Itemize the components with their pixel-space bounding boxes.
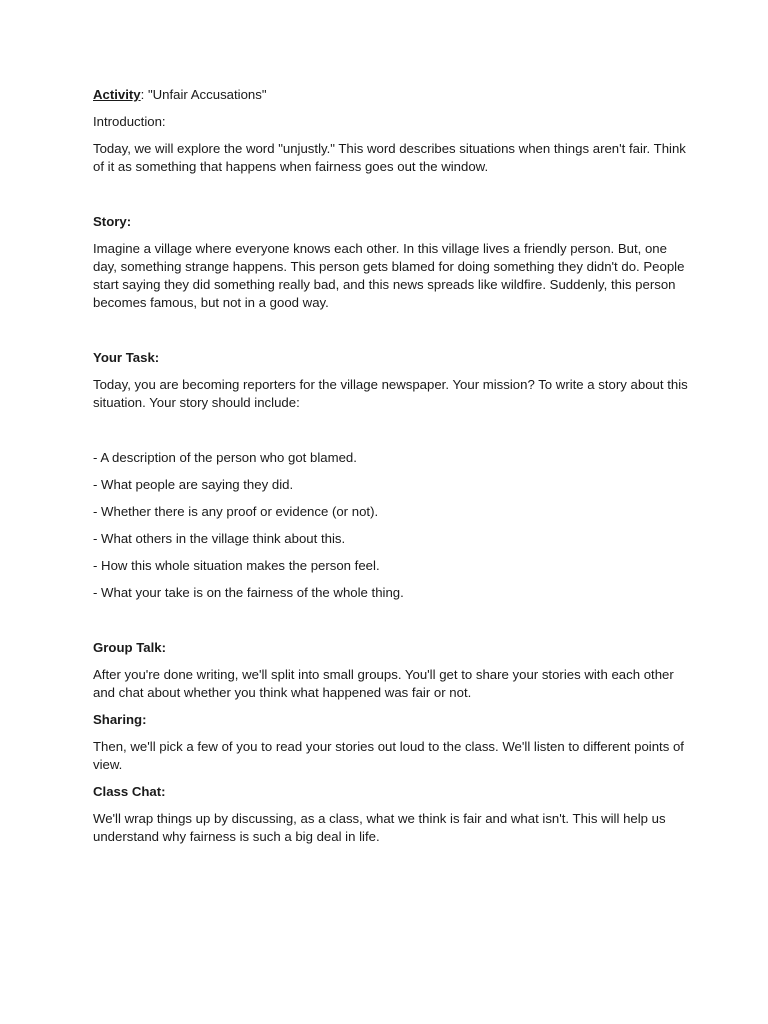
activity-separator: : [140,87,148,102]
story-text: Imagine a village where everyone knows each other. In this village lives a friendly person. But, one day, something strange happens. This person gets blamed for doing something they didn't do. People start saying they did something really bad, and this news spreads like wildfire. Suddenly, this person becomes famous, but not in a good way. [93,241,685,310]
task-list [93,449,693,602]
activity-title: "Unfair Accusations" [147,87,267,102]
task-list-item: - How this whole situation makes the person feel. [93,558,380,573]
group-talk-text: After you're done writing, we'll split into small groups. You'll get to share your stories with each other and chat about whether you think what happened was fair or not. [93,667,674,700]
task-heading: Your Task: [93,350,160,365]
sharing-heading: Sharing: [93,712,147,727]
task-list-item: - What your take is on the fairness of the whole thing. [93,585,404,600]
class-chat-heading: Class Chat: [93,784,166,799]
document-page [93,86,693,846]
task-list-item: - What people are saying they did. [93,477,294,492]
sharing-text: Then, we'll pick a few of you to read your stories out loud to the class. We'll listen to different points of view. [93,739,684,772]
activity-title-line [93,86,693,104]
task-list-item: - Whether there is any proof or evidence (or not). [93,504,379,519]
task-text: Today, you are becoming reporters for the village newspaper. Your mission? To write a story about this situation. Your story should include: [93,377,688,410]
task-list-item: - What others in the village think about this. [93,531,346,546]
story-heading: Story: [93,214,132,229]
task-list-item: - A description of the person who got blamed. [93,450,357,465]
introduction-text: Today, we will explore the word "unjustly." This word describes situations when things aren't fair. Think of it as something that happens when fairness goes out the window. [93,141,686,174]
activity-label: Activity [93,87,141,102]
introduction-heading: Introduction: [93,114,166,129]
group-talk-heading: Group Talk: [93,640,167,655]
class-chat-text: We'll wrap things up by discussing, as a class, what we think is fair and what isn't. This will help us understand why fairness is such a big deal in life. [93,811,666,844]
